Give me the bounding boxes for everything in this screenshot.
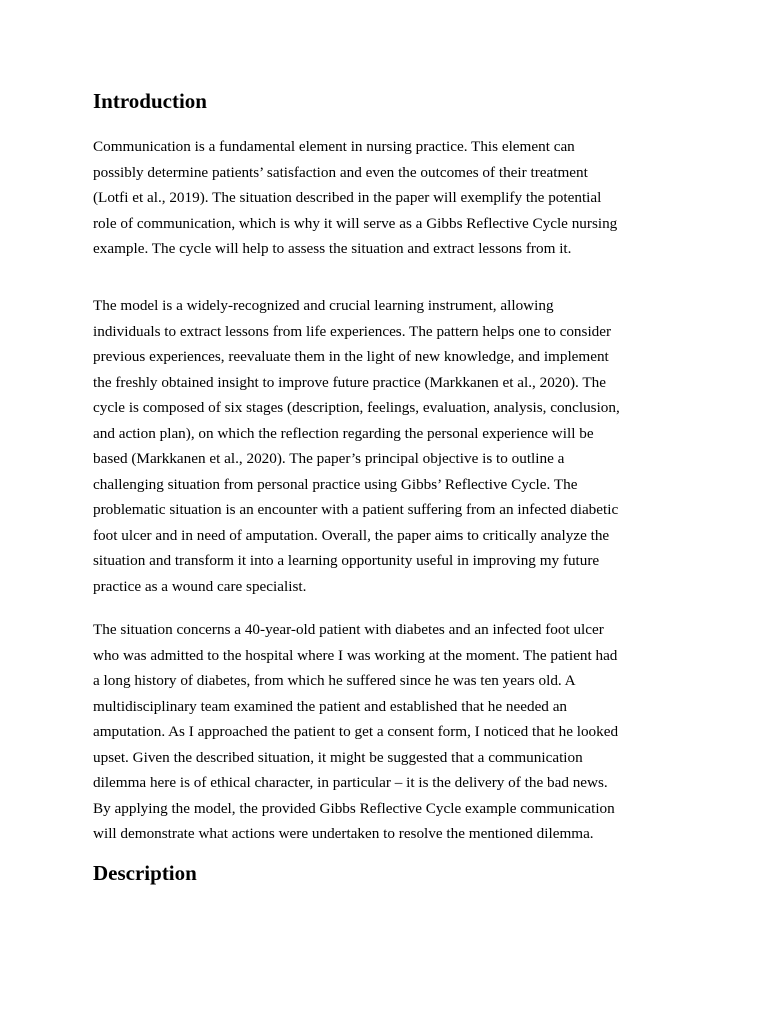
paragraph-line: The situation concerns a 40-year-old patient with diabetes and an infected foot ulcer <box>93 621 604 638</box>
paragraph-line: dilemma here is of ethical character, in particular – it is the delivery of the bad news. <box>93 774 608 791</box>
paragraph-line: possibly determine patients’ satisfaction and even the outcomes of their treatment <box>93 163 588 181</box>
paragraph-line: and action plan), on which the reflection regarding the personal experience will be <box>93 424 594 442</box>
paragraph-line: will demonstrate what actions were undertaken to resolve the mentioned dilemma. <box>93 825 594 842</box>
paragraph-line: amputation. As I approached the patient to get a consent form, I noticed that he looked <box>93 723 619 740</box>
paragraph-line: multidisciplinary team examined the patient and established that he needed an <box>93 697 568 715</box>
paragraph-line: the freshly obtained insight to improve future practice (Markkanen et al., 2020). The <box>93 373 606 391</box>
paragraph-line: practice as a wound care specialist. <box>93 577 307 595</box>
paragraph-line: who was admitted to the hospital where I was working at the moment. The patient had <box>93 646 618 664</box>
paragraph-line: based (Markkanen et al., 2020). The paper’s principal objective is to outline a <box>93 450 565 467</box>
paragraph-3 <box>93 617 693 847</box>
paragraph-line: cycle is composed of six stages (description, feelings, evaluation, analysis, conclusion, <box>93 399 620 416</box>
paragraph-line: problematic situation is an encounter with a patient suffering from an infected diabetic <box>93 501 619 518</box>
paragraph-line: individuals to extract lessons from life experiences. The pattern helps one to consider <box>93 322 612 340</box>
paragraph-2 <box>93 293 693 599</box>
paragraph-line: example. The cycle will help to assess the situation and extract lessons from it. <box>93 240 572 257</box>
paragraph-line: situation and transform it into a learning opportunity useful in improving my future <box>93 552 600 569</box>
paragraph-line: upset. Given the described situation, it might be suggested that a communication <box>93 748 583 766</box>
paragraph-line: foot ulcer and in need of amputation. Overall, the paper aims to critically analyze the <box>93 526 610 544</box>
paragraph-line: a long history of diabetes, from which he suffered since he was ten years old. A <box>93 672 576 689</box>
introduction-heading: Introduction <box>93 89 207 113</box>
paragraph-line: challenging situation from personal practice using Gibbs’ Reflective Cycle. The <box>93 475 578 493</box>
paragraph-1 <box>93 134 693 262</box>
paragraph-line: (Lotfi et al., 2019). The situation described in the paper will exemplify the potential <box>93 189 602 206</box>
paragraph-line: The model is a widely-recognized and crucial learning instrument, allowing <box>93 297 554 314</box>
paragraph-line: By applying the model, the provided Gibbs Reflective Cycle example communication <box>93 799 615 817</box>
description-heading: Description <box>93 861 197 885</box>
paragraph-line: previous experiences, reevaluate them in the light of new knowledge, and implement <box>93 348 609 365</box>
paragraph-line: Communication is a fundamental element in nursing practice. This element can <box>93 138 575 155</box>
paragraph-line: role of communication, which is why it will serve as a Gibbs Reflective Cycle nursing <box>93 214 618 232</box>
